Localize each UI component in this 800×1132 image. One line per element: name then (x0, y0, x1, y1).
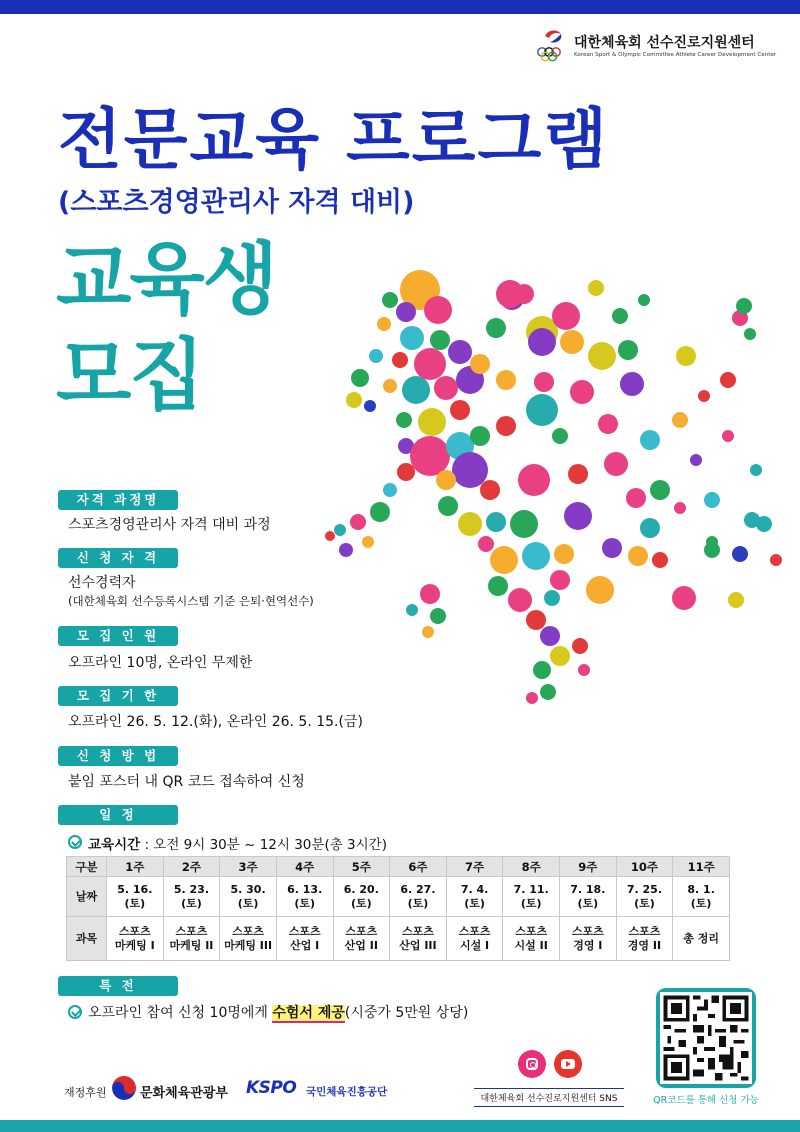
subject-bottom: 산업 I (290, 938, 320, 952)
section-label-capacity: 모 집 인 원 (58, 626, 178, 646)
subject-bottom: 마케팅 II (169, 938, 214, 952)
subject-top: 스포츠 (345, 924, 378, 938)
week-header: 10주 (616, 857, 673, 877)
subject-cell (673, 917, 730, 961)
benefit-highlight: 수험서 제공 (272, 1005, 345, 1021)
row-header-date: 날짜 (67, 877, 107, 917)
table-row (67, 877, 730, 917)
section-text-method: 붙임 포스터 내 QR 코드 접속하여 신청 (68, 774, 305, 790)
week-header: 5주 (333, 857, 390, 877)
section-label-eligibility: 신 청 자 격 (58, 548, 178, 568)
korean-olympic-committee-emblem-icon (536, 26, 570, 64)
table-row (67, 917, 730, 961)
row-header-subject: 과목 (67, 917, 107, 961)
day-value: (토) (520, 896, 542, 910)
subject-top: 스포츠 (628, 924, 661, 938)
qr-caption: QR코드를 통해 신청 가능 (653, 1095, 759, 1106)
section-label-method: 신 청 방 법 (58, 746, 178, 766)
week-header: 4주 (276, 857, 333, 877)
section-text-capacity: 오프라인 10명, 온라인 무제한 (68, 655, 253, 671)
subject-top: 스포츠 (401, 924, 434, 938)
recruit-heading-line1: 교육생 (56, 235, 277, 325)
check-circle-icon (68, 835, 82, 849)
subject-bottom: 총 정리 (683, 931, 719, 945)
week-header: 6주 (390, 857, 447, 877)
day-value: (토) (237, 896, 259, 910)
sns-label: 대한체육회 선수진로지원센터 SNS (474, 1088, 624, 1107)
date-cell (333, 877, 390, 917)
week-header: 11주 (673, 857, 730, 877)
subject-cell (220, 917, 277, 961)
date-cell (390, 877, 447, 917)
subject-bottom: 경영 I (573, 938, 603, 952)
bottom-bar (0, 1120, 800, 1132)
table-row (67, 857, 730, 877)
subject-cell (276, 917, 333, 961)
date-cell (163, 877, 220, 917)
date-cell (446, 877, 503, 917)
date-value: 5. 30. (230, 882, 266, 896)
benefit-text-after: (시중가 5만원 상당) (344, 1005, 469, 1021)
date-value: 6. 20. (343, 882, 379, 896)
subject-bottom: 시설 II (514, 938, 548, 952)
qr-code-icon (660, 992, 752, 1084)
section-label-course-name: 자격 과정명 (58, 490, 178, 510)
instagram-icon[interactable] (518, 1050, 546, 1078)
qr-code[interactable] (656, 988, 756, 1088)
subject-bottom: 산업 III (399, 938, 437, 952)
week-header: 1주 (107, 857, 164, 877)
section-label-benefit: 특 전 (58, 976, 178, 996)
check-circle-icon (68, 1005, 82, 1019)
section-label-deadline: 모 집 기 한 (58, 686, 178, 706)
class-time-value: : 오전 9시 30분 ~ 12시 30분(총 3시간) (140, 837, 387, 853)
subject-cell (446, 917, 503, 961)
date-value: 7. 18. (570, 882, 606, 896)
runner-dots-illustration (320, 260, 800, 720)
day-value: (토) (350, 896, 372, 910)
subject-top: 스포츠 (118, 924, 151, 938)
date-value: 7. 4. (460, 882, 489, 896)
sponsor-label: 재정후원 (64, 1086, 107, 1099)
page-subtitle: (스포츠경영관리사 자격 대비) (58, 187, 415, 218)
subject-bottom: 마케팅 III (224, 938, 273, 952)
section-label-schedule: 일 정 (58, 805, 178, 825)
section-note-eligibility: (대한체육회 선수등록시스템 기준 은퇴·현역선수) (68, 594, 314, 608)
week-header: 8주 (503, 857, 560, 877)
date-cell (107, 877, 164, 917)
day-value: (토) (124, 896, 146, 910)
day-value: (토) (577, 896, 599, 910)
date-value: 5. 16. (117, 882, 153, 896)
schedule-table (66, 856, 730, 961)
date-cell (560, 877, 617, 917)
benefit-text (88, 1002, 468, 1022)
subject-cell (616, 917, 673, 961)
day-value: (토) (407, 896, 429, 910)
subject-cell (503, 917, 560, 961)
class-time (88, 833, 387, 853)
section-text-deadline: 오프라인 26. 5. 12.(화), 온라인 26. 5. 15.(금) (68, 714, 363, 730)
date-cell (616, 877, 673, 917)
subject-bottom: 시설 I (459, 938, 490, 952)
subject-top: 스포츠 (571, 924, 604, 938)
date-cell (673, 877, 730, 917)
subject-cell (390, 917, 447, 961)
date-value: 7. 25. (626, 882, 663, 896)
section-text-eligibility: 선수경력자 (68, 575, 136, 591)
section-text-course-name: 스포츠경영관리사 자격 대비 과정 (68, 517, 271, 533)
week-header: 9주 (560, 857, 617, 877)
taegeuk-emblem-icon (112, 1076, 136, 1100)
week-header: 2주 (163, 857, 220, 877)
subject-cell (163, 917, 220, 961)
day-value: (토) (690, 896, 712, 910)
kspo-name: 국민체육진흥공단 (306, 1086, 388, 1098)
class-time-label: 교육시간 (88, 837, 141, 853)
day-value: (토) (464, 896, 485, 910)
row-header-category: 구분 (67, 857, 107, 877)
subject-top: 스포츠 (232, 924, 264, 938)
subject-cell (107, 917, 164, 961)
kspo-logo: KSPO (246, 1078, 297, 1098)
org-name-ko: 대한체육회 선수진로지원센터 (574, 35, 755, 51)
mcst-name: 문화체육관광부 (140, 1086, 228, 1101)
youtube-icon[interactable] (554, 1050, 582, 1078)
subject-cell (333, 917, 390, 961)
org-logo (536, 26, 776, 68)
date-value: 6. 13. (287, 882, 323, 896)
date-cell (276, 877, 333, 917)
day-value: (토) (181, 896, 202, 910)
recruit-heading-line2: 모집 (56, 331, 203, 421)
subject-bottom: 경영 II (627, 938, 662, 952)
subject-top: 스포츠 (515, 924, 548, 938)
subject-top: 스포츠 (458, 924, 491, 938)
day-value: (토) (634, 896, 655, 910)
date-cell (503, 877, 560, 917)
subject-top: 스포츠 (175, 924, 208, 938)
page-title: 전문교육 프로그램 (58, 101, 610, 178)
week-header: 3주 (220, 857, 277, 877)
benefit-text-before: 오프라인 참여 신청 10명에게 (88, 1005, 273, 1021)
subject-cell (560, 917, 617, 961)
top-bar (0, 0, 800, 14)
week-header: 7주 (446, 857, 503, 877)
date-value: 6. 27. (400, 882, 436, 896)
date-value: 8. 1. (687, 882, 715, 896)
date-cell (220, 877, 277, 917)
subject-bottom: 마케팅 I (114, 938, 155, 952)
subject-top: 스포츠 (288, 924, 321, 938)
subject-bottom: 산업 II (344, 938, 378, 952)
date-value: 5. 23. (173, 882, 210, 896)
date-value: 7. 11. (513, 882, 549, 896)
org-name-en: Korean Sport & Olympic Committee Athlete Career Development Center (574, 52, 777, 58)
day-value: (토) (294, 896, 316, 910)
